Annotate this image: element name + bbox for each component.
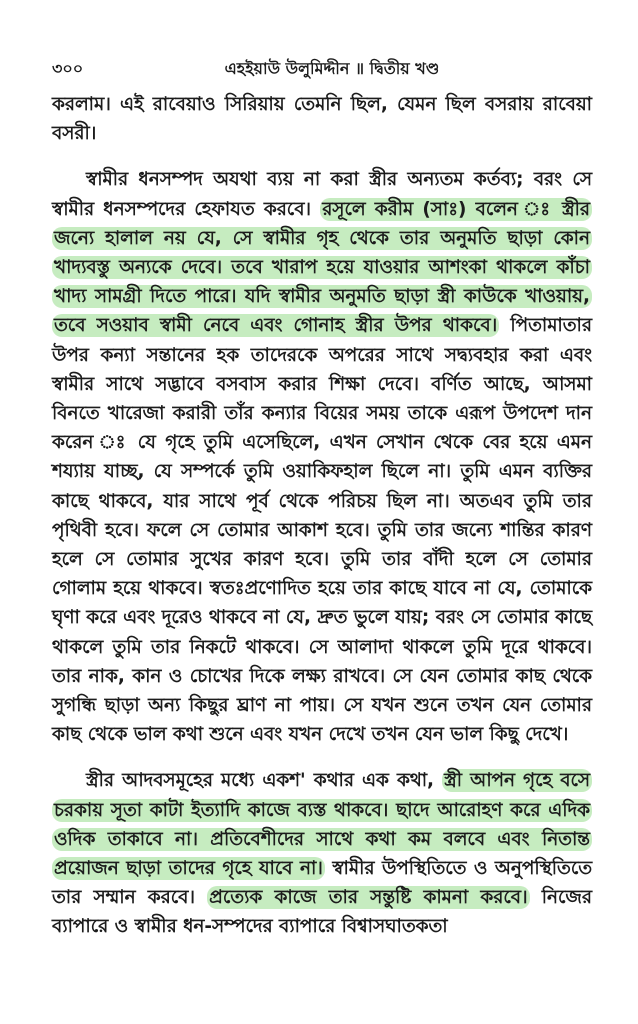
paragraph-3 [52, 766, 592, 941]
book-page [52, 56, 592, 942]
text-segment: করলাম। এই রাবেয়াও সিরিয়ায় তেমনি ছিল, যেমন ছিল বসরায় রাবেয়া বসরী। [52, 94, 592, 145]
highlighted-text: স্ত্রী আপন গৃহে বসে চরকায় সূতা কাটা ইত্যাদি কাজে ব্যস্ত থাকবে। ছাদে আরোহণ করে এদিক ওদিক তাকাবে না। প্রতিবেশীদের সাথে কথা কম বলবে এবং নিতান্ত প্রয়োজন ছাড়া তাদের গৃহে যাবে না। [54, 770, 590, 880]
running-title: এহইয়াউ উলুমিদ্দীন ॥ দ্বিতীয় খণ্ড [224, 59, 440, 78]
text-segment: নিজের ব্যাপারে ও স্বামীর ধন-সম্পদের ব্যাপারে বিশ্বাসঘাতকতা [52, 887, 592, 938]
page-header [52, 56, 592, 90]
text-segment: স্বামীর উপস্থিতিতে ও অনুপস্থিতিতে তার সম্মান করবে। [52, 858, 593, 909]
text-segment: স্ত্রীর আদবসমূহের মধ্যে একশ' কথার এক কথা, [86, 770, 443, 792]
highlighted-text: প্রত্যেক কাজে তার সন্তুষ্টি কামনা করবে। [209, 887, 528, 909]
highlighted-text: রসূলে করীম (সাঃ) বলেন ঃ স্ত্রীর জন্যে হালাল নয় যে, সে স্বামীর গৃহ থেকে তার অনুমতি ছাড়া কোন খাদ্যবস্তু অন্যকে দেবে। তবে খারাপ হয়ে যাওয়ার আশংকা থাকলে কাঁচা খাদ্য সামগ্রী দিতে পারে। যদি স্বামীর অনুমতি ছাড়া স্ত্রী কাউকে খাওয়ায়, তবে সওয়াব স্বামী নেবে এবং গোনাহ স্ত্রীর উপর থাকবে। [54, 198, 590, 337]
paragraph-2 [52, 165, 592, 749]
page-number: ৩০০ [52, 59, 84, 78]
text-segment: পিতামাতার উপর কন্যা সন্তানের হক তাদেরকে অপরের সাথে সদ্ব্যবহার করা এবং স্বামীর সাথে সদ্ভাবে বসবাস করার শিক্ষা দেবে। বর্ণিত আছে, আসমা বিনতে খারেজা করারী তাঁর কন্যার বিয়ের সময় তাকে এরূপ উপদেশ দান করেন ঃ যে গৃহে তুমি এসেছিলে, এখন সেখান থেকে বের হয়ে এমন শয্যায় যাচ্ছ, যে সম্পর্কে তুমি ওয়াকিফহাল ছিলে না। তুমি এমন ব্যক্তির কাছে থাকবে, যার সাথে পূর্ব থেকে পরিচয় ছিল না। অতএব তুমি তার পৃথিবী হবে। ফলে সে তোমার আকাশ হবে। তুমি তার জন্যে শান্তির কারণ হলে সে তোমার সুখের কারণ হবে। তুমি তার বাঁদী হলে সে তোমার গোলাম হয়ে থাকবে। স্বতঃপ্রণোদিত হয়ে তার কাছে যাবে না যে, তোমাকে ঘৃণা করে এবং দূরেও থাকবে না যে, দ্রুত ভুলে যায়; বরং সে তোমার কাছে থাকলে তুমি তার নিকটে থাকবে। সে আলাদা থাকলে তুমি দূরে থাকবে। তার নাক, কান ও চোখের দিকে লক্ষ্য রাখবে। সে যেন তোমার কাছ থেকে সুগন্ধি ছাড়া অন্য কিছুর ঘ্রাণ না পায়। সে যখন শুনে তখন যেন তোমার কাছ থেকে ভাল কথা শুনে এবং যখন দেখে তখন যেন ভাল কিছু দেখে। [52, 315, 592, 746]
text-segment: স্বামীর ধনসম্পদ অযথা ব্যয় না করা স্ত্রীর অন্যতম কর্তব্য; বরং সে স্বামীর ধনসম্পদের হেফাযত করবে। [52, 169, 592, 220]
paragraph-1 [52, 90, 592, 148]
